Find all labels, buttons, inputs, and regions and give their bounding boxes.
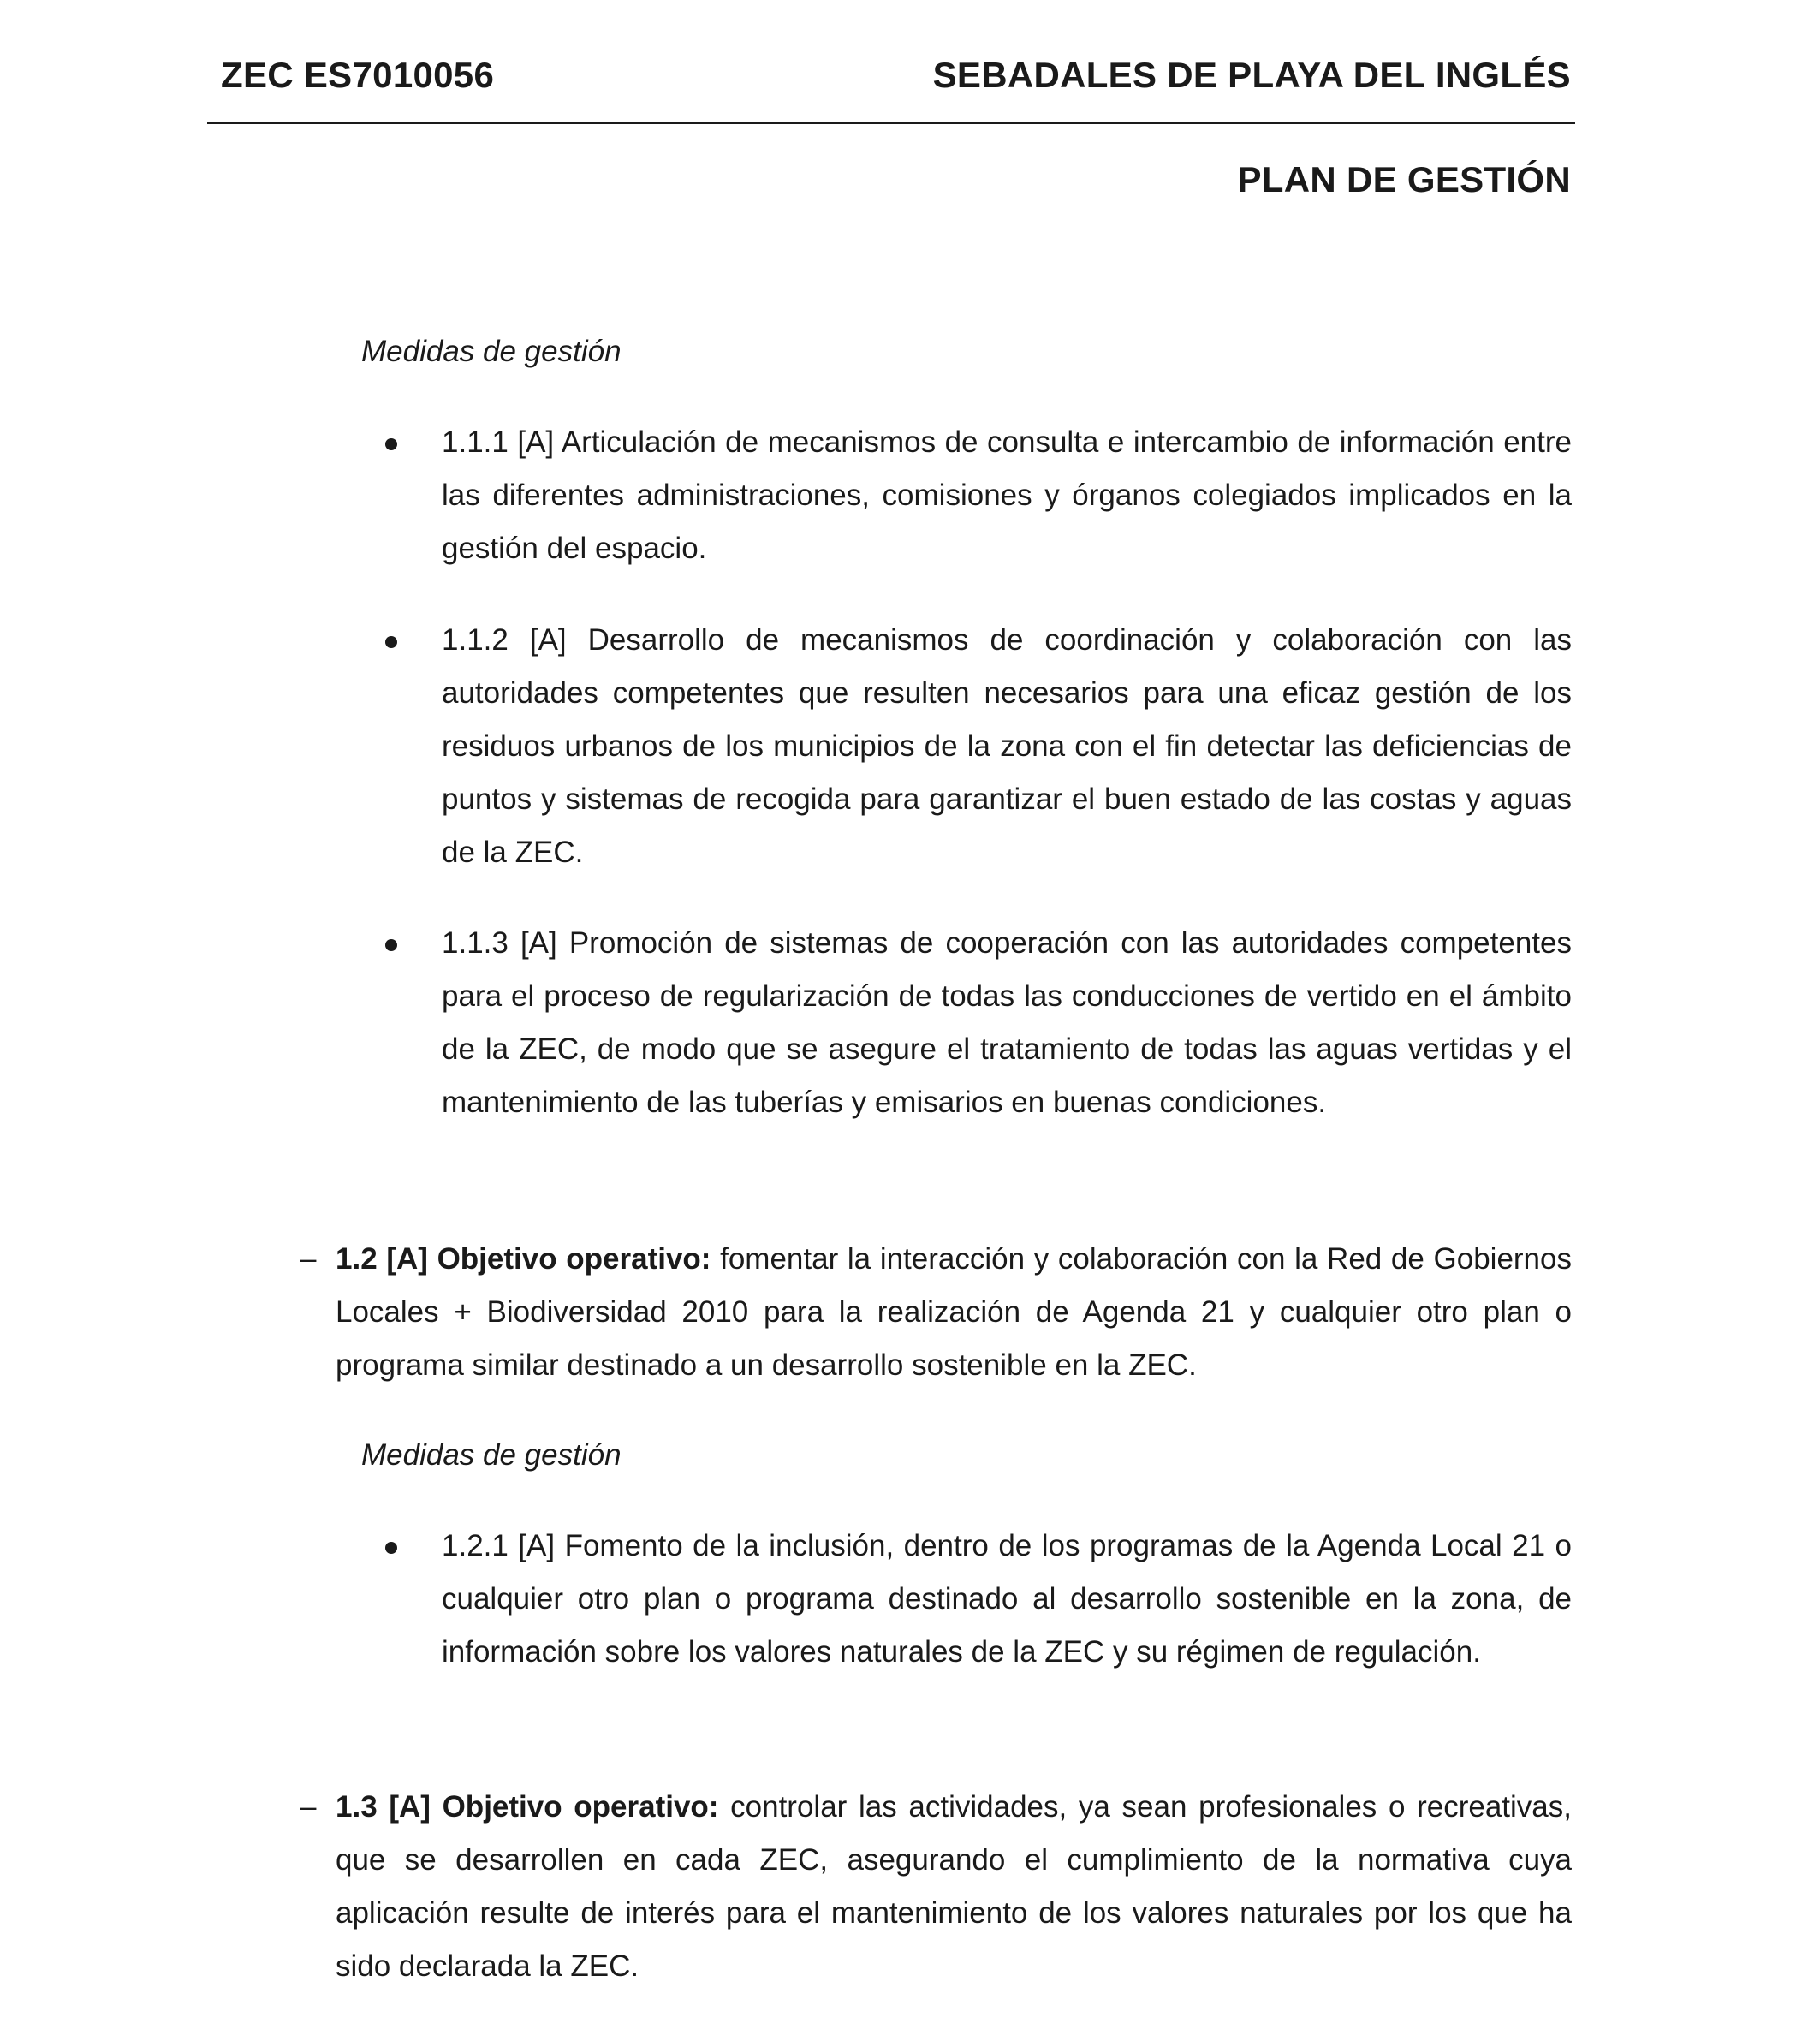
bullet-icon (385, 939, 397, 951)
measure-item: 1.2.1 [A] Fomento de la inclusión, dentro de los programas de la Agenda Local 21 o cualquier otro plan o programa destinado al desarrollo sostenible en la zona, de información sobre los valores naturales de la ZEC y su régimen de regulación. (442, 1529, 1572, 1669)
objective-paragraph (336, 1233, 1572, 1392)
objective-text: controlar las actividades, ya sean profesionales o recreativas, que se desarrollen en cada ZEC, asegurando el cumplimiento de la normativa cuya aplicación resulte de interés para el mantenimiento de los valores naturales por los que ha sido declarada la ZEC. (336, 1790, 1572, 1983)
header-divider (207, 122, 1575, 124)
objective-paragraph (336, 1781, 1572, 1993)
measures-heading: Medidas de gestión (361, 335, 622, 368)
bullet-icon (385, 636, 397, 648)
site-name: SEBADALES DE PLAYA DEL INGLÉS (932, 55, 1571, 95)
dash-marker: – (300, 1790, 317, 1824)
objective-text: fomentar la interacción y colaboración con la Red de Gobiernos Locales + Biodiversidad 2010 para la realización de Agenda 21 y cualquier otro plan o programa similar destinado a un desarrollo sostenible en la ZEC. (336, 1242, 1572, 1382)
site-code: ZEC ES7010056 (221, 55, 495, 95)
document-title: PLAN DE GESTIÓN (1237, 159, 1571, 199)
measures-heading: Medidas de gestión (361, 1438, 622, 1472)
bullet-icon (385, 438, 397, 450)
objective-label: 1.3 [A] Objetivo operativo: (336, 1790, 719, 1824)
bullet-icon (385, 1542, 397, 1554)
objective-label: 1.2 [A] Objetivo operativo: (336, 1242, 711, 1276)
dash-marker: – (300, 1242, 317, 1276)
measure-item: 1.1.2 [A] Desarrollo de mecanismos de coordinación y colaboración con las autoridades competentes que resulten necesarios para una eficaz gestión de los residuos urbanos de los municipios de la zona con el fin detectar las deficiencias de puntos y sistemas de recogida para garantizar el buen estado de las costas y aguas de la ZEC. (442, 623, 1572, 869)
measure-item: 1.1.1 [A] Articulación de mecanismos de consulta e intercambio de información entre las diferentes administraciones, comisiones y órganos colegiados implicados en la gestión del espacio. (442, 425, 1572, 565)
measure-item: 1.1.3 [A] Promoción de sistemas de cooperación con las autoridades competentes para el proceso de regularización de todas las conducciones de vertido en el ámbito de la ZEC, de modo que se asegure el tratamiento de todas las aguas vertidas y el mantenimiento de las tuberías y emisarios en buenas condiciones. (442, 926, 1572, 1119)
